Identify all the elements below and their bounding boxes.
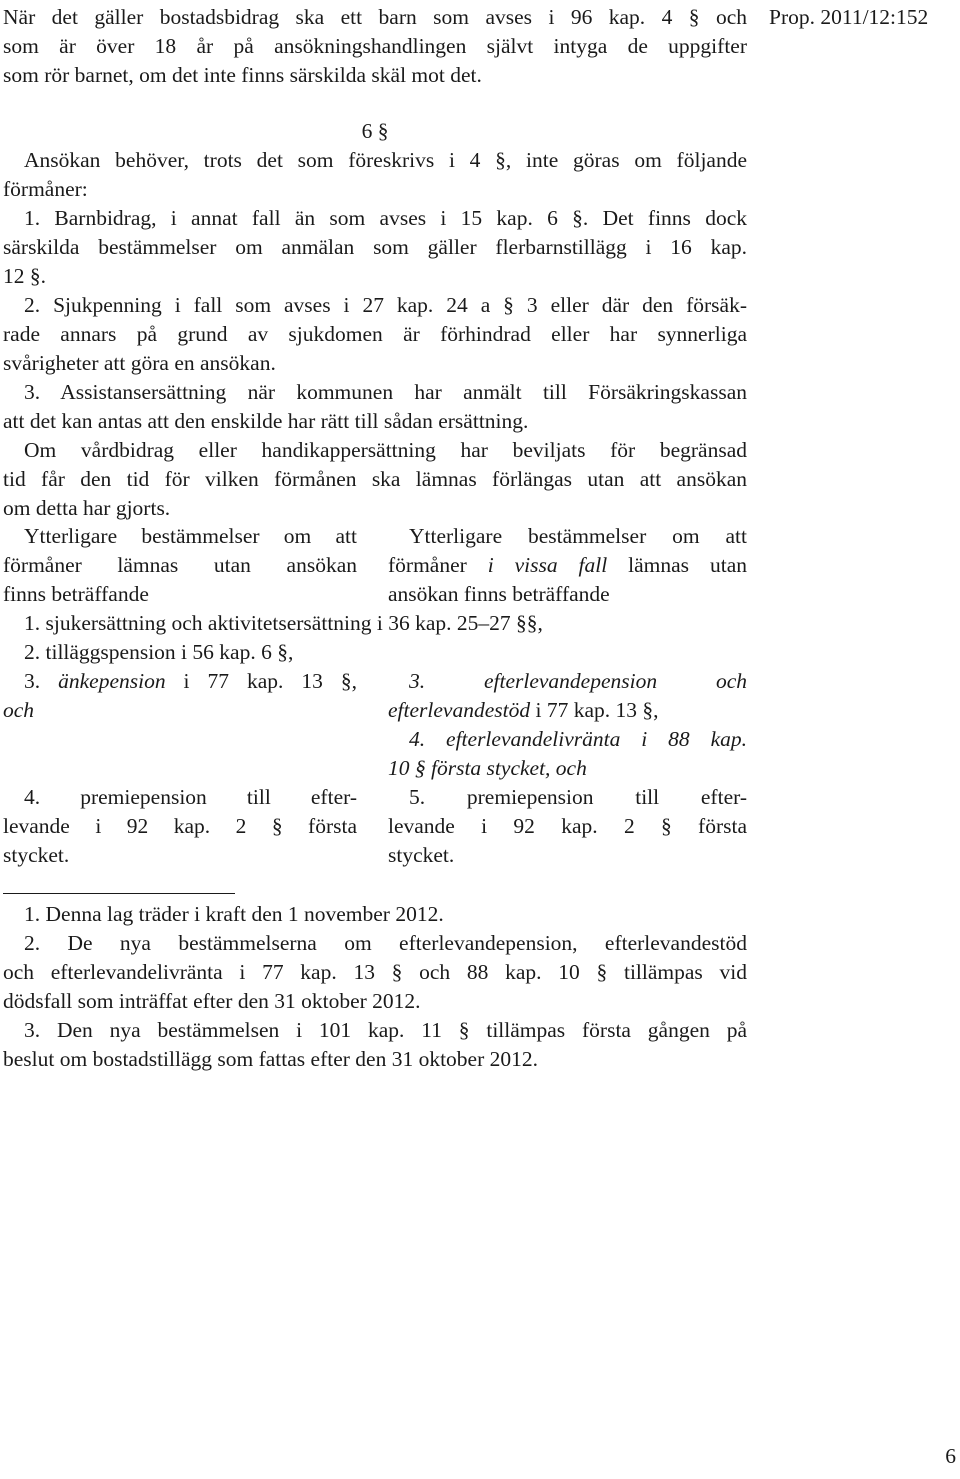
list-item-line: 3. Assistansersättning när kommunen har anmält till Försäkringskassan [24,380,747,404]
text-line: tid får den tid för vilken förmånen ska lämnas förlängas utan att ansökan [3,467,747,491]
comparison-block [3,522,747,872]
shared-list-item: 1. sjukersättning och aktivitetsersättning i 36 kap. 25–27 §§, [24,611,543,635]
section-heading: 6 § [361,119,389,143]
text-line: som är över 18 år på ansökningshandlingen självt intyga de uppgifter [3,34,747,58]
list-item-line: 12 §. [3,264,46,288]
list-item-line: stycket. [388,843,455,867]
current-items-2 [3,783,357,870]
list-item-line: levande i 92 kap. 2 § första [3,814,357,838]
list-item-line: 4. premiepension till efter- [24,785,357,809]
list-item-line: 1. Barnbidrag, i annat fall än som avses i 15 kap. 6 §. Det finns dock [24,206,747,230]
text-line: Om vårdbidrag eller handikappersättning har beviljats för begränsad [24,438,747,462]
text-line: 2. De nya bestämmelserna om efterlevandepension, efterlevandestöd [24,931,747,955]
text-line: om detta har gjorts. [3,496,171,520]
text-line: Ansökan behöver, trots det som föreskrivs i 4 §, inte göras om följande [24,148,747,172]
transitional-provisions [3,900,747,1074]
list-item-line: 3. efterlevandepension och [409,669,747,693]
section-6 [3,117,747,523]
text-line: beslut om bostadstillägg som fattas efter den 31 oktober 2012. [3,1047,539,1071]
text-line: finns beträffande [3,582,149,606]
list-item-line: efterlevandestöd i 77 kap. 13 §, [388,698,659,722]
list-item-line: att det kan antas att den enskilde har rätt till sådan ersättning. [3,409,529,433]
proposed-items [388,667,747,870]
list-item-line: 10 § första stycket, och [388,756,587,780]
current-wording-heading [3,522,357,609]
text-line: ansökan finns beträffande [388,582,610,606]
proposed-wording-heading [388,522,747,609]
text-line: 1. Denna lag träder i kraft den 1 november 2012. [24,902,444,926]
text-line: förmåner i vissa fall lämnas utan [388,553,747,577]
list-item-line: 5. premiepension till efter- [409,785,747,809]
page-number: 6 [945,1444,956,1468]
list-item-line: och [3,698,35,722]
list-item-line: 4. efterlevandelivränta i 88 kap. [409,727,747,751]
list-item-line: 2. Sjukpenning i fall som avses i 27 kap. 24 a § 3 eller där den försäk- [24,293,747,317]
emphasized-text: i vissa fall [487,553,608,577]
list-item-line: levande i 92 kap. 2 § första [388,814,747,838]
document-reference: Prop. 2011/12:152 [769,5,929,29]
text-line: förmåner lämnas utan ansökan [3,553,357,577]
text-line: Ytterligare bestämmelser om att [24,524,357,548]
text-line: förmåner: [3,177,88,201]
text-line: 3. Den nya bestämmelsen i 101 kap. 11 § tillämpas första gången på [24,1018,747,1042]
intro-paragraph [3,3,747,90]
shared-list-item: 2. tilläggspension i 56 kap. 6 §, [24,640,294,664]
text-line: När det gäller bostadsbidrag ska ett barn som avses i 96 kap. 4 § och [3,5,747,29]
list-item-line: stycket. [3,843,70,867]
list-item-line: 3. änkepension i 77 kap. 13 §, [24,669,357,693]
list-item-line: rade annars på grund av sjukdomen är förhindrad eller har synnerliga [3,322,747,346]
list-item-line: svårigheter att göra en ansökan. [3,351,276,375]
current-items [3,667,357,725]
text-line: dödsfall som inträffat efter den 31 oktober 2012. [3,989,421,1013]
list-item-line: särskilda bestämmelser om anmälan som gäller flerbarnstillägg i 16 kap. [3,235,747,259]
text-line: och efterlevandelivränta i 77 kap. 13 § och 88 kap. 10 § tillämpas vid [3,960,747,984]
text-line: Ytterligare bestämmelser om att [409,524,747,548]
text-line: som rör barnet, om det inte finns särskilda skäl mot det. [3,63,482,87]
section-divider [3,893,235,894]
